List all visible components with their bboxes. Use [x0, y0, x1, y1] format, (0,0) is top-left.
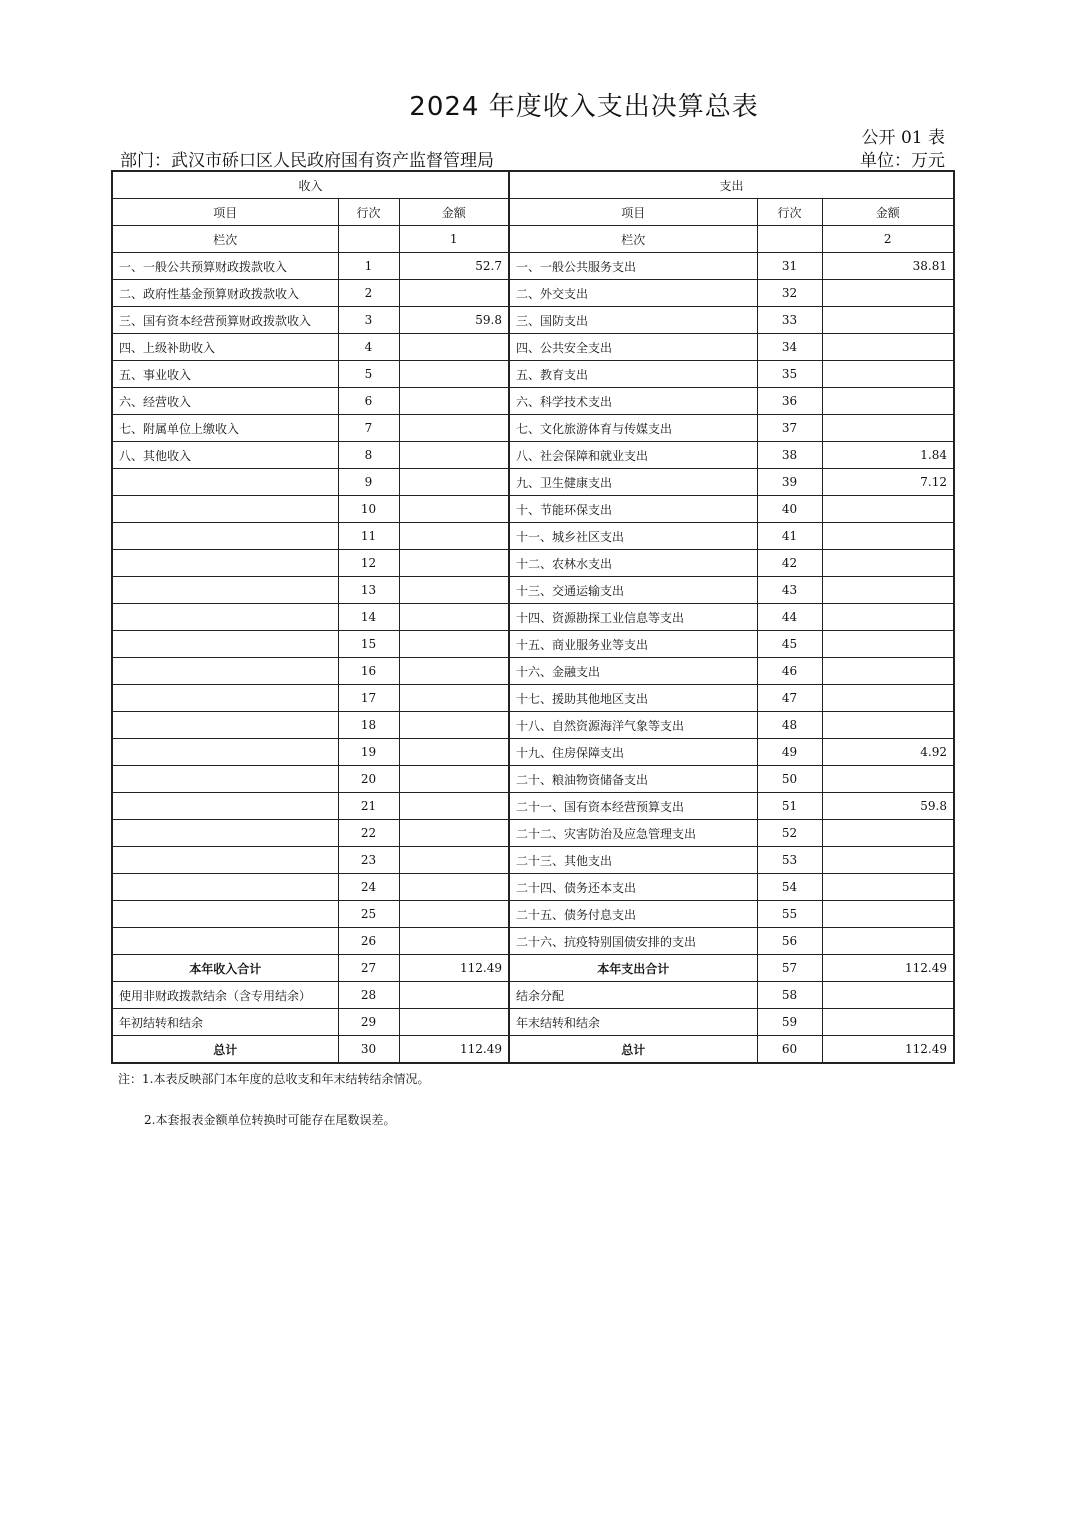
- income-item: [112, 523, 338, 550]
- income-amount: [399, 739, 509, 766]
- expense-amount: [822, 928, 954, 955]
- expense-item: 三、国防支出: [509, 307, 757, 334]
- table-row: [112, 523, 954, 550]
- expense-item: 十六、金融支出: [509, 658, 757, 685]
- subtotal-row: [112, 955, 954, 982]
- expense-line: 35: [757, 361, 822, 388]
- table-row: [112, 712, 954, 739]
- expense-item: 十、节能环保支出: [509, 496, 757, 523]
- expense-amount: [822, 658, 954, 685]
- income-line: 16: [338, 658, 399, 685]
- expense-line: 59: [757, 1009, 822, 1036]
- income-line: 20: [338, 766, 399, 793]
- expense-line: 36: [757, 388, 822, 415]
- expense-line: 38: [757, 442, 822, 469]
- income-item: [112, 739, 338, 766]
- income-amount: [399, 631, 509, 658]
- expense-item: 年末结转和结余: [509, 1009, 757, 1036]
- table-row: [112, 928, 954, 955]
- income-item: 六、经营收入: [112, 388, 338, 415]
- expense-item: 二十四、债务还本支出: [509, 874, 757, 901]
- income-item: [112, 631, 338, 658]
- income-amount: [399, 982, 509, 1009]
- table-row: [112, 550, 954, 577]
- income-item: [112, 469, 338, 496]
- table-row: [112, 496, 954, 523]
- expense-item: 十四、资源勘探工业信息等支出: [509, 604, 757, 631]
- expense-item: 九、卫生健康支出: [509, 469, 757, 496]
- expense-amount: 4.92: [822, 739, 954, 766]
- expense-amount: 1.84: [822, 442, 954, 469]
- expense-item: 十五、商业服务业等支出: [509, 631, 757, 658]
- income-line: 6: [338, 388, 399, 415]
- income-line: 11: [338, 523, 399, 550]
- income-amount: [399, 388, 509, 415]
- expense-amount: 38.81: [822, 253, 954, 280]
- income-line-header: 行次: [338, 199, 399, 226]
- income-amount: 52.7: [399, 253, 509, 280]
- expense-item: 六、科学技术支出: [509, 388, 757, 415]
- expense-amount: [822, 307, 954, 334]
- income-item: 七、附属单位上缴收入: [112, 415, 338, 442]
- expense-amount: [822, 685, 954, 712]
- expense-item: 二十二、灾害防治及应急管理支出: [509, 820, 757, 847]
- expense-item: 一、一般公共服务支出: [509, 253, 757, 280]
- expense-amount: [822, 901, 954, 928]
- expense-amount: [822, 577, 954, 604]
- expense-item: 二十、粮油物资储备支出: [509, 766, 757, 793]
- expense-amount: [822, 766, 954, 793]
- income-line: 4: [338, 334, 399, 361]
- income-item: [112, 496, 338, 523]
- income-amount: 112.49: [399, 955, 509, 982]
- expense-line: 58: [757, 982, 822, 1009]
- table-row: [112, 658, 954, 685]
- table-row: [112, 307, 954, 334]
- expense-item: 十一、城乡社区支出: [509, 523, 757, 550]
- expense-amount: [822, 280, 954, 307]
- expense-amount: [822, 550, 954, 577]
- column-header-row: [112, 199, 954, 226]
- income-line: 25: [338, 901, 399, 928]
- expense-line: 48: [757, 712, 822, 739]
- income-amount: [399, 685, 509, 712]
- expense-item: 十二、农林水支出: [509, 550, 757, 577]
- income-line: 18: [338, 712, 399, 739]
- column-number-row: [112, 226, 954, 253]
- expense-col-number: 2: [822, 226, 954, 253]
- income-header: 收入: [112, 171, 509, 199]
- expense-item: 二、外交支出: [509, 280, 757, 307]
- expense-amount-header: 金额: [822, 199, 954, 226]
- expense-amount: [822, 604, 954, 631]
- income-line: 1: [338, 253, 399, 280]
- expense-amount: [822, 523, 954, 550]
- expense-line-header: 行次: [757, 199, 822, 226]
- expense-amount: [822, 982, 954, 1009]
- table-row: [112, 982, 954, 1009]
- table-row: [112, 847, 954, 874]
- income-line: 13: [338, 577, 399, 604]
- income-item: [112, 712, 338, 739]
- expense-line: 53: [757, 847, 822, 874]
- income-item: 二、政府性基金预算财政拨款收入: [112, 280, 338, 307]
- income-line: 27: [338, 955, 399, 982]
- expense-amount: [822, 1009, 954, 1036]
- income-amount: [399, 658, 509, 685]
- expense-amount: [822, 712, 954, 739]
- note-2: 2.本套报表金额单位转换时可能存在尾数误差。: [144, 1113, 396, 1127]
- expense-item: 十三、交通运输支出: [509, 577, 757, 604]
- income-amount: [399, 820, 509, 847]
- table-row: [112, 793, 954, 820]
- expense-line: 39: [757, 469, 822, 496]
- income-amount: [399, 550, 509, 577]
- income-item: [112, 604, 338, 631]
- total-row: [112, 1036, 954, 1064]
- expense-amount: [822, 388, 954, 415]
- expense-line: 37: [757, 415, 822, 442]
- income-line: 12: [338, 550, 399, 577]
- income-line: 9: [338, 469, 399, 496]
- income-amount-header: 金额: [399, 199, 509, 226]
- table-row: [112, 874, 954, 901]
- table-row: [112, 820, 954, 847]
- expense-item: 本年支出合计: [509, 955, 757, 982]
- income-line: 30: [338, 1036, 399, 1064]
- table-row: [112, 766, 954, 793]
- income-line: 17: [338, 685, 399, 712]
- income-item: [112, 820, 338, 847]
- expense-amount: [822, 361, 954, 388]
- income-item: 五、事业收入: [112, 361, 338, 388]
- income-line: 29: [338, 1009, 399, 1036]
- income-line: 5: [338, 361, 399, 388]
- table-row: [112, 253, 954, 280]
- income-line: 3: [338, 307, 399, 334]
- income-item: 一、一般公共预算财政拨款收入: [112, 253, 338, 280]
- income-item: 总计: [112, 1036, 338, 1064]
- expense-item-header: 项目: [509, 199, 757, 226]
- income-line: 26: [338, 928, 399, 955]
- income-item: [112, 577, 338, 604]
- income-item: [112, 658, 338, 685]
- expense-line: 52: [757, 820, 822, 847]
- expense-line: 50: [757, 766, 822, 793]
- income-line: 15: [338, 631, 399, 658]
- expense-amount: 7.12: [822, 469, 954, 496]
- income-amount: [399, 523, 509, 550]
- department-label: 部门：武汉市硚口区人民政府国有资产监督管理局: [120, 151, 494, 171]
- note-1: 注：1.本表反映部门本年度的总收支和年末结转结余情况。: [118, 1072, 430, 1086]
- income-line: 22: [338, 820, 399, 847]
- expense-amount: [822, 496, 954, 523]
- income-line: 19: [338, 739, 399, 766]
- income-amount: [399, 334, 509, 361]
- expense-amount: [822, 631, 954, 658]
- expense-item: 七、文化旅游体育与传媒支出: [509, 415, 757, 442]
- expense-line: 49: [757, 739, 822, 766]
- expense-amount: 112.49: [822, 955, 954, 982]
- expense-line: 55: [757, 901, 822, 928]
- table-row: [112, 1009, 954, 1036]
- expense-item: 十八、自然资源海洋气象等支出: [509, 712, 757, 739]
- expense-item: 二十三、其他支出: [509, 847, 757, 874]
- income-item: [112, 766, 338, 793]
- expense-amount: [822, 847, 954, 874]
- table-row: [112, 739, 954, 766]
- income-item: 四、上级补助收入: [112, 334, 338, 361]
- income-col-number: 1: [399, 226, 509, 253]
- table-row: [112, 631, 954, 658]
- expense-item: 五、教育支出: [509, 361, 757, 388]
- expense-item: 二十五、债务付息支出: [509, 901, 757, 928]
- table-row: [112, 901, 954, 928]
- income-amount: [399, 469, 509, 496]
- expense-line: 44: [757, 604, 822, 631]
- income-amount: [399, 604, 509, 631]
- income-item: 年初结转和结余: [112, 1009, 338, 1036]
- table-row: [112, 388, 954, 415]
- page-title: 2024 年度收入支出决算总表: [409, 92, 759, 122]
- income-item: 本年收入合计: [112, 955, 338, 982]
- expense-line: 42: [757, 550, 822, 577]
- expense-line: 45: [757, 631, 822, 658]
- form-number: 公开 01 表: [861, 128, 945, 148]
- expense-line-blank: [757, 226, 822, 253]
- table-row: [112, 442, 954, 469]
- expense-line: 33: [757, 307, 822, 334]
- income-item: [112, 874, 338, 901]
- income-amount: 59.8: [399, 307, 509, 334]
- income-amount: [399, 874, 509, 901]
- income-row-label: 栏次: [112, 226, 338, 253]
- income-item: 八、其他收入: [112, 442, 338, 469]
- expense-line: 31: [757, 253, 822, 280]
- table-row: [112, 604, 954, 631]
- income-amount: [399, 415, 509, 442]
- expense-amount: [822, 334, 954, 361]
- expense-item: 十九、住房保障支出: [509, 739, 757, 766]
- table-row: [112, 577, 954, 604]
- income-item: 三、国有资本经营预算财政拨款收入: [112, 307, 338, 334]
- expense-row-label: 栏次: [509, 226, 757, 253]
- expense-line: 51: [757, 793, 822, 820]
- expense-item: 总计: [509, 1036, 757, 1064]
- expense-item: 八、社会保障和就业支出: [509, 442, 757, 469]
- income-amount: [399, 1009, 509, 1036]
- income-item-header: 项目: [112, 199, 338, 226]
- income-line: 7: [338, 415, 399, 442]
- expense-item: 二十六、抗疫特别国债安排的支出: [509, 928, 757, 955]
- expense-item: 十七、援助其他地区支出: [509, 685, 757, 712]
- income-line-blank: [338, 226, 399, 253]
- budget-summary-table: [111, 170, 955, 1064]
- expense-line: 43: [757, 577, 822, 604]
- table-row: [112, 280, 954, 307]
- income-item: [112, 928, 338, 955]
- income-line: 24: [338, 874, 399, 901]
- expense-line: 56: [757, 928, 822, 955]
- income-amount: [399, 712, 509, 739]
- income-amount: [399, 442, 509, 469]
- expense-line: 40: [757, 496, 822, 523]
- income-line: 10: [338, 496, 399, 523]
- expense-line: 54: [757, 874, 822, 901]
- expense-amount: [822, 415, 954, 442]
- income-line: 21: [338, 793, 399, 820]
- unit-label: 单位：万元: [860, 151, 945, 171]
- expense-line: 60: [757, 1036, 822, 1064]
- income-amount: [399, 766, 509, 793]
- income-amount: [399, 793, 509, 820]
- income-item: 使用非财政拨款结余（含专用结余）: [112, 982, 338, 1009]
- section-header-row: [112, 171, 954, 199]
- expense-line: 32: [757, 280, 822, 307]
- income-line: 23: [338, 847, 399, 874]
- expense-item: 四、公共安全支出: [509, 334, 757, 361]
- income-amount: [399, 901, 509, 928]
- expense-item: 结余分配: [509, 982, 757, 1009]
- income-line: 14: [338, 604, 399, 631]
- expense-item: 二十一、国有资本经营预算支出: [509, 793, 757, 820]
- expense-line: 41: [757, 523, 822, 550]
- income-item: [112, 793, 338, 820]
- expense-header: 支出: [509, 171, 954, 199]
- income-line: 28: [338, 982, 399, 1009]
- income-amount: [399, 280, 509, 307]
- income-item: [112, 550, 338, 577]
- income-item: [112, 901, 338, 928]
- income-amount: 112.49: [399, 1036, 509, 1064]
- table-row: [112, 685, 954, 712]
- income-line: 2: [338, 280, 399, 307]
- table-row: [112, 415, 954, 442]
- income-amount: [399, 361, 509, 388]
- expense-line: 47: [757, 685, 822, 712]
- income-item: [112, 685, 338, 712]
- income-amount: [399, 847, 509, 874]
- expense-amount: 59.8: [822, 793, 954, 820]
- income-line: 8: [338, 442, 399, 469]
- income-amount: [399, 577, 509, 604]
- income-amount: [399, 496, 509, 523]
- expense-amount: [822, 820, 954, 847]
- expense-line: 46: [757, 658, 822, 685]
- table-row: [112, 361, 954, 388]
- expense-amount: 112.49: [822, 1036, 954, 1064]
- income-amount: [399, 928, 509, 955]
- expense-line: 57: [757, 955, 822, 982]
- expense-line: 34: [757, 334, 822, 361]
- expense-amount: [822, 874, 954, 901]
- income-item: [112, 847, 338, 874]
- table-row: [112, 469, 954, 496]
- table-row: [112, 334, 954, 361]
